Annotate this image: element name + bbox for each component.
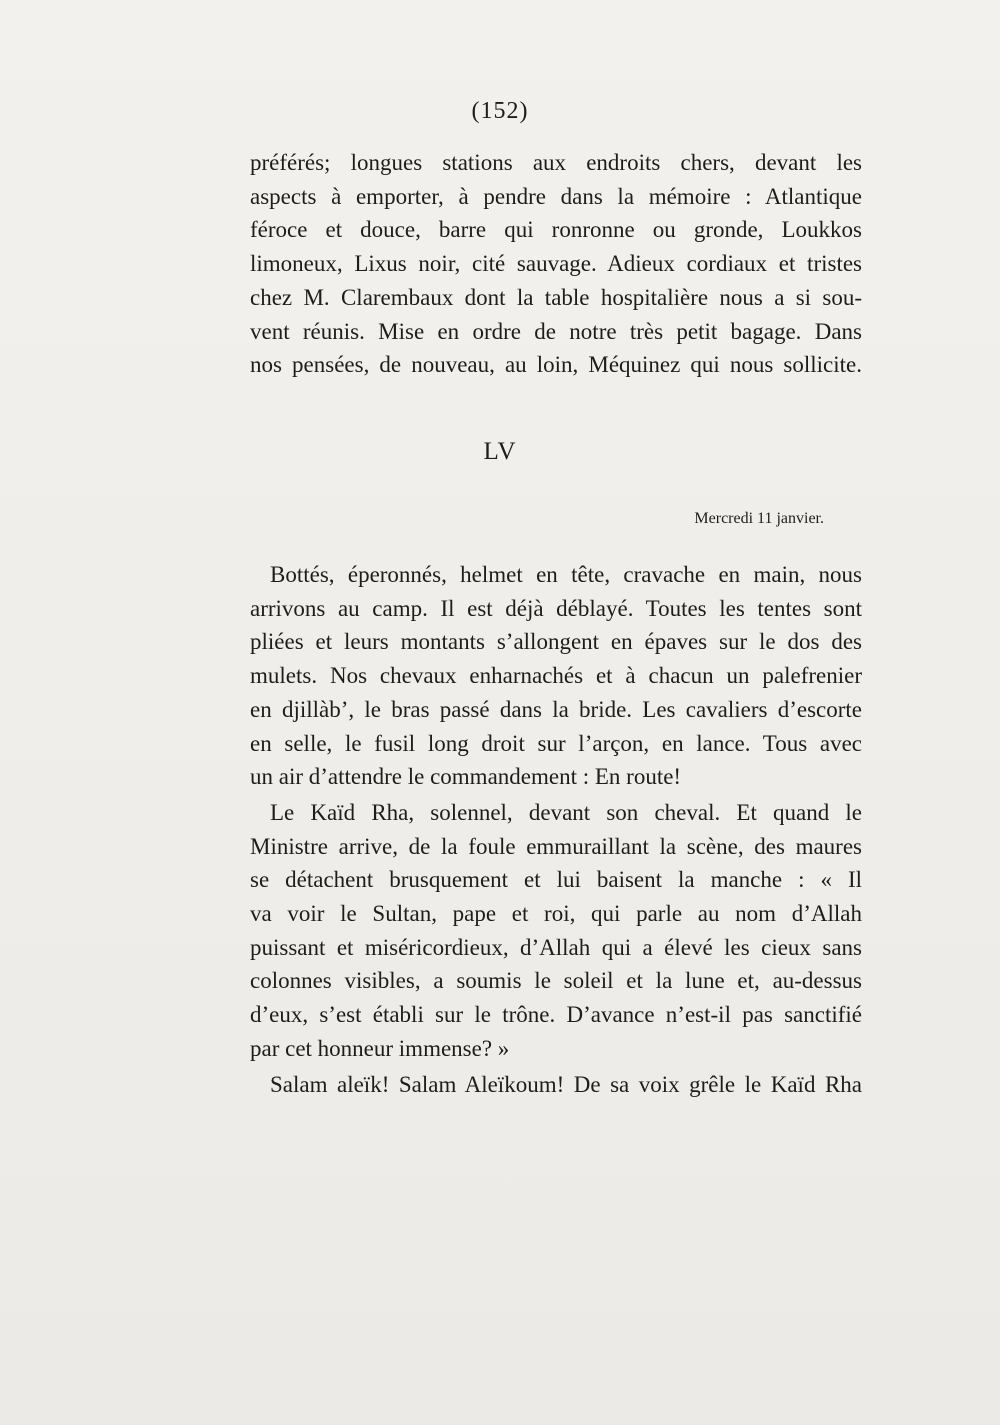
text-line: limoneux, Lixus noir, cité sauvage. Adieux cordiaux et tristes xyxy=(250,251,862,277)
text-line: par cet honneur immense? » xyxy=(250,1035,510,1061)
text-line: Salam aleïk! Salam Aleïkoum! De sa voix grêle le Kaïd Rha xyxy=(270,1071,862,1097)
text-line: mulets. Nos chevaux enharnachés et à chacun un palefrenier xyxy=(250,663,862,689)
text-line: en djillàb’, le bras passé dans la bride. Les cavaliers d’escorte xyxy=(250,696,862,722)
text-line: Ministre arrive, de la foule emmuraillant la scène, des maures xyxy=(250,833,862,859)
text-line: un air d’attendre le commandement : En route! xyxy=(250,764,682,790)
page-number: (152) xyxy=(471,98,529,124)
text-line: vent réunis. Mise en ordre de notre très petit bagage. Dans xyxy=(250,318,862,344)
text-line: préférés; longues stations aux endroits chers, devant les xyxy=(250,150,862,175)
text-line: puissant et miséricordieux, d’Allah qui a élevé les cieux sans xyxy=(250,934,862,960)
text-line: Le Kaïd Rha, solennel, devant son cheval. Et quand le xyxy=(270,799,862,825)
text-line: se détachent brusquement et lui baisent la manche : « Il xyxy=(250,867,862,893)
text-line: nos pensées, de nouveau, au loin, Méquinez qui nous sollicite. xyxy=(250,352,862,378)
text-line: féroce et douce, barre qui ronronne ou gronde, Loukkos xyxy=(250,217,862,243)
text-line: en selle, le fusil long droit sur l’arçon, en lance. Tous avec xyxy=(250,730,862,756)
text-line: colonnes visibles, a soumis le soleil et la lune et, au-dessus xyxy=(250,968,862,994)
text-line: pliées et leurs montants s’allongent en épaves sur le dos des xyxy=(250,629,862,655)
text-line: va voir le Sultan, pape et roi, qui parle au nom d’Allah xyxy=(250,901,862,927)
text-line: Bottés, éperonnés, helmet en tête, cravache en main, nous xyxy=(270,562,862,587)
text-line: arrivons au camp. Il est déjà déblayé. Toutes les tentes sont xyxy=(250,595,862,621)
text-line: aspects à emporter, à pendre dans la mémoire : Atlantique xyxy=(250,183,862,209)
section-heading: LV xyxy=(483,438,517,465)
paragraph-continued xyxy=(250,146,862,382)
date-line: Mercredi 11 janvier. xyxy=(694,510,824,527)
text-line: chez M. Clarembaux dont la table hospitalière nous a si sou- xyxy=(250,284,862,310)
text-line: d’eux, s’est établi sur le trône. D’avance n’est-il pas sanctifié xyxy=(250,1002,862,1028)
chapter-body xyxy=(250,558,862,1101)
